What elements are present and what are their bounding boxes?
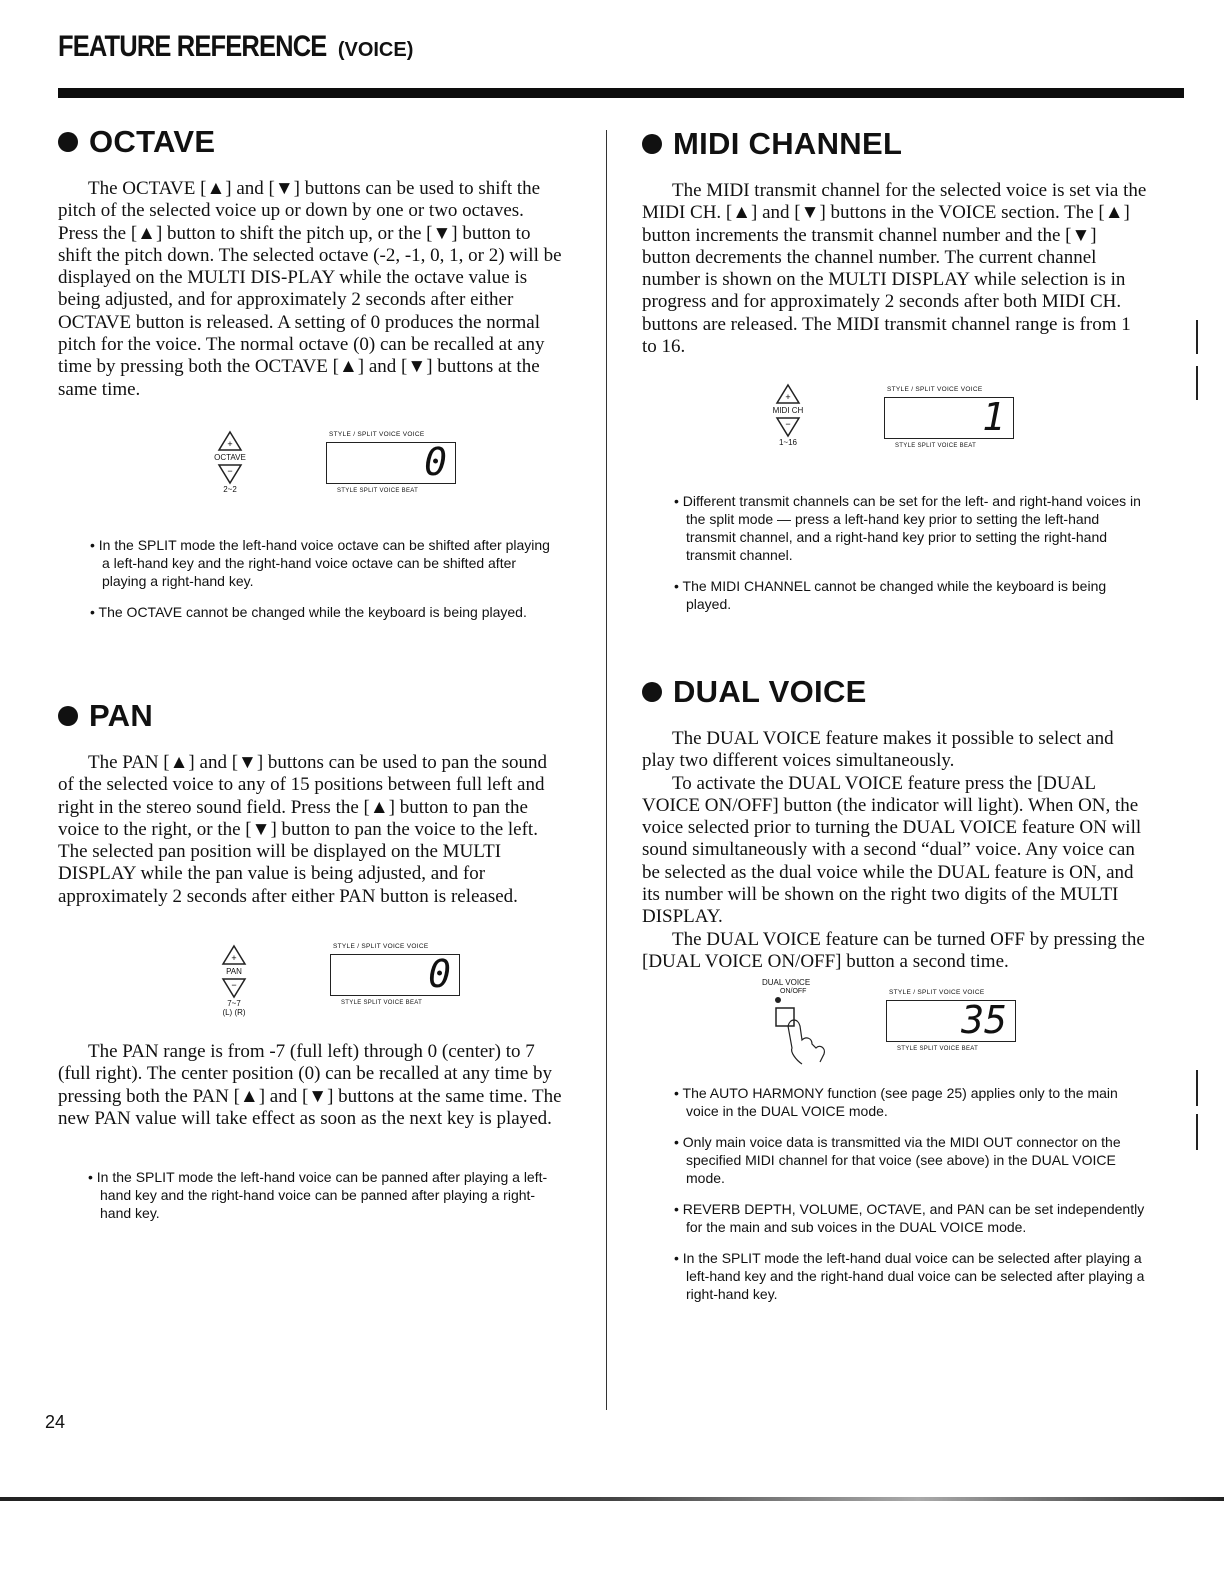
pan-body: The PAN [▲] and [▼] buttons can be used to pan the sound of the selected voice to any of 15 positions between full left and right in the stereo sound field. Press the [▲] button to pan the voice to the right, or the [▼] button to pan the voice to the left. The selected pan position will be displayed on the MULTI DISPLAY while the pan value is being adjusted, and for approximately 2 seconds after either PAN button is released. xyxy=(58,752,548,907)
bullet-icon xyxy=(642,682,662,702)
up-triangle-icon xyxy=(221,944,247,966)
bullet-icon xyxy=(58,132,78,152)
header-rule xyxy=(58,88,1184,98)
hand-pressing-button-icon xyxy=(762,996,852,1066)
margin-mark xyxy=(1196,1070,1198,1106)
pan-heading: PAN xyxy=(58,698,563,734)
up-triangle-icon xyxy=(775,383,801,405)
midi-note: • The MIDI CHANNEL cannot be changed while the keyboard is being played. xyxy=(674,577,1149,613)
header-subtitle: (VOICE) xyxy=(337,39,414,61)
lcd-value: 1 xyxy=(982,395,1005,439)
lcd-value: 35 xyxy=(961,998,1007,1042)
octave-section xyxy=(58,124,563,401)
down-triangle-icon xyxy=(217,463,243,485)
page-header xyxy=(58,30,1188,64)
dual-button-sub: ON/OFF xyxy=(780,988,807,995)
svg-text:+: + xyxy=(227,439,233,449)
lcd-bottom-label: STYLE SPLIT VOICE BEAT xyxy=(337,488,419,494)
pan-range: 7~7 xyxy=(227,999,241,1008)
pan-body-2: The PAN range is from -7 (full left) through 0 (center) to 7 (full right). The center position (0) can be recalled at any time by pressing both the PAN [▲] and [▼] buttons at the same time. The new PAN value will take effect as soon as the next key is played. xyxy=(58,1041,562,1129)
dual-body-1: The DUAL VOICE feature makes it possible to select and play two different voices simultaneously. xyxy=(642,728,1114,772)
pan-lcd xyxy=(330,943,460,1006)
pan-button-label: PAN xyxy=(226,967,242,976)
svg-text:−: − xyxy=(231,980,237,990)
octave-range: 2~2 xyxy=(223,485,237,494)
dual-button-group xyxy=(762,978,882,1071)
pan-note: • In the SPLIT mode the left-hand voice can be panned after playing a left-hand key and the right-hand voice can be panned after playing a right-hand key. xyxy=(88,1168,558,1222)
svg-text:+: + xyxy=(231,953,237,963)
down-triangle-icon xyxy=(221,977,247,999)
dual-note: • The AUTO HARMONY function (see page 25) applies only to the main voice in the DUAL VOICE mode. xyxy=(674,1084,1149,1120)
lcd-top-label: STYLE / SPLIT VOICE VOICE xyxy=(329,431,425,438)
margin-mark xyxy=(1196,366,1198,400)
lcd-bottom-label: STYLE SPLIT VOICE BEAT xyxy=(897,1046,979,1052)
lcd-top-label: STYLE / SPLIT VOICE VOICE xyxy=(889,989,985,996)
margin-mark xyxy=(1196,1114,1198,1150)
pan-range-lr: (L) (R) xyxy=(222,1008,246,1017)
midi-section xyxy=(642,126,1147,358)
pan-section xyxy=(58,698,563,908)
lcd-top-label: STYLE / SPLIT VOICE VOICE xyxy=(887,386,983,393)
dual-heading: DUAL VOICE xyxy=(642,674,1147,710)
bullet-icon xyxy=(58,706,78,726)
column-divider xyxy=(606,130,607,1410)
lcd-bottom-label: STYLE SPLIT VOICE BEAT xyxy=(895,443,977,449)
pan-section-2 xyxy=(58,1041,563,1130)
dual-note: • In the SPLIT mode the left-hand dual voice can be selected after playing a left-hand key and the right-hand dual voice can be selected after playing a right-hand key. xyxy=(674,1249,1149,1303)
pan-notes xyxy=(88,1168,558,1235)
octave-body: The OCTAVE [▲] and [▼] buttons can be used to shift the pitch of the selected voice up or down by one or two octaves. Press the [▲] button to shift the pitch up, or the [▼] button to shift the pitch down. The selected octave (-2, -1, 0, 1, or 2) will be displayed on the MULTI DIS-PLAY while the octave value is being adjusted, and for approximately 2 seconds after either OCTAVE button is released. A setting of 0 produces the normal pitch for the voice. The normal octave (0) can be recalled at any time by pressing both the OCTAVE [▲] and [▼] buttons at the same time. xyxy=(58,178,562,400)
dual-section xyxy=(642,674,1147,973)
page-number: 24 xyxy=(45,1412,66,1432)
pan-buttons xyxy=(214,944,254,1017)
dual-body-2: To activate the DUAL VOICE feature press the [DUAL VOICE ON/OFF] button (the indicator will light). When ON, the voice selected prior to turning the DUAL VOICE feature ON will sound simultaneously with a second “dual” voice. Any voice can be selected as the dual voice while the DUAL feature is ON, and its number will be shown on the right two digits of the MULTI DISPLAY. xyxy=(642,772,1142,928)
octave-note: • The OCTAVE cannot be changed while the keyboard is being played. xyxy=(90,603,560,621)
dual-note: • Only main voice data is transmitted via the MIDI OUT connector on the specified MIDI channel for that voice (see above) in the DUAL VOICE mode. xyxy=(674,1133,1149,1187)
midi-notes xyxy=(674,492,1149,626)
dual-lcd xyxy=(886,989,1016,1052)
octave-buttons xyxy=(210,430,250,494)
dual-body-3: The DUAL VOICE feature can be turned OFF by pressing the [DUAL VOICE ON/OFF] button a second time. xyxy=(642,928,1145,972)
midi-heading: MIDI CHANNEL xyxy=(642,126,1147,162)
octave-heading: OCTAVE xyxy=(58,124,563,160)
midi-note: • Different transmit channels can be set for the left- and right-hand voices in the split mode — press a left-hand key prior to setting the left-hand transmit channel, and a right-hand key prior to setting the right-hand transmit channel. xyxy=(674,492,1149,564)
bullet-icon xyxy=(642,134,662,154)
octave-lcd xyxy=(326,431,456,494)
dual-notes xyxy=(674,1084,1149,1316)
octave-notes xyxy=(90,536,560,634)
footer-rule xyxy=(0,1497,1224,1501)
margin-mark xyxy=(1196,320,1198,354)
svg-text:−: − xyxy=(227,466,233,476)
midi-lcd xyxy=(884,386,1014,449)
svg-text:+: + xyxy=(785,392,791,402)
octave-button-label: OCTAVE xyxy=(214,453,246,462)
up-triangle-icon xyxy=(217,430,243,452)
lcd-top-label: STYLE / SPLIT VOICE VOICE xyxy=(333,943,429,950)
lcd-value: 0 xyxy=(424,440,447,484)
midi-button-label: MIDI CH xyxy=(772,406,804,415)
midi-body: The MIDI transmit channel for the selected voice is set via the MIDI CH. [▲] and [▼] buttons in the VOICE section. The [▲] button increments the transmit channel number and the [▼] button decrements the channel number. The current channel number is shown on the MULTI DISPLAY while selection is in progress and for approximately 2 seconds after both MIDI CH. buttons are released. The MIDI transmit channel range is from 1 to 16. xyxy=(642,180,1147,358)
down-triangle-icon xyxy=(775,416,801,438)
midi-range: 1~16 xyxy=(778,438,798,447)
header-title: FEATURE REFERENCE xyxy=(58,30,327,63)
lcd-value: 0 xyxy=(428,952,451,996)
svg-text:−: − xyxy=(785,419,791,429)
dual-note: • REVERB DEPTH, VOLUME, OCTAVE, and PAN can be set independently for the main and sub voices in the DUAL VOICE mode. xyxy=(674,1200,1149,1236)
midi-buttons xyxy=(768,383,808,447)
dual-button-label: DUAL VOICE xyxy=(762,978,811,987)
lcd-bottom-label: STYLE SPLIT VOICE BEAT xyxy=(341,1000,423,1006)
octave-note: • In the SPLIT mode the left-hand voice octave can be shifted after playing a left-hand key and the right-hand voice octave can be shifted after playing a right-hand key. xyxy=(90,536,560,590)
